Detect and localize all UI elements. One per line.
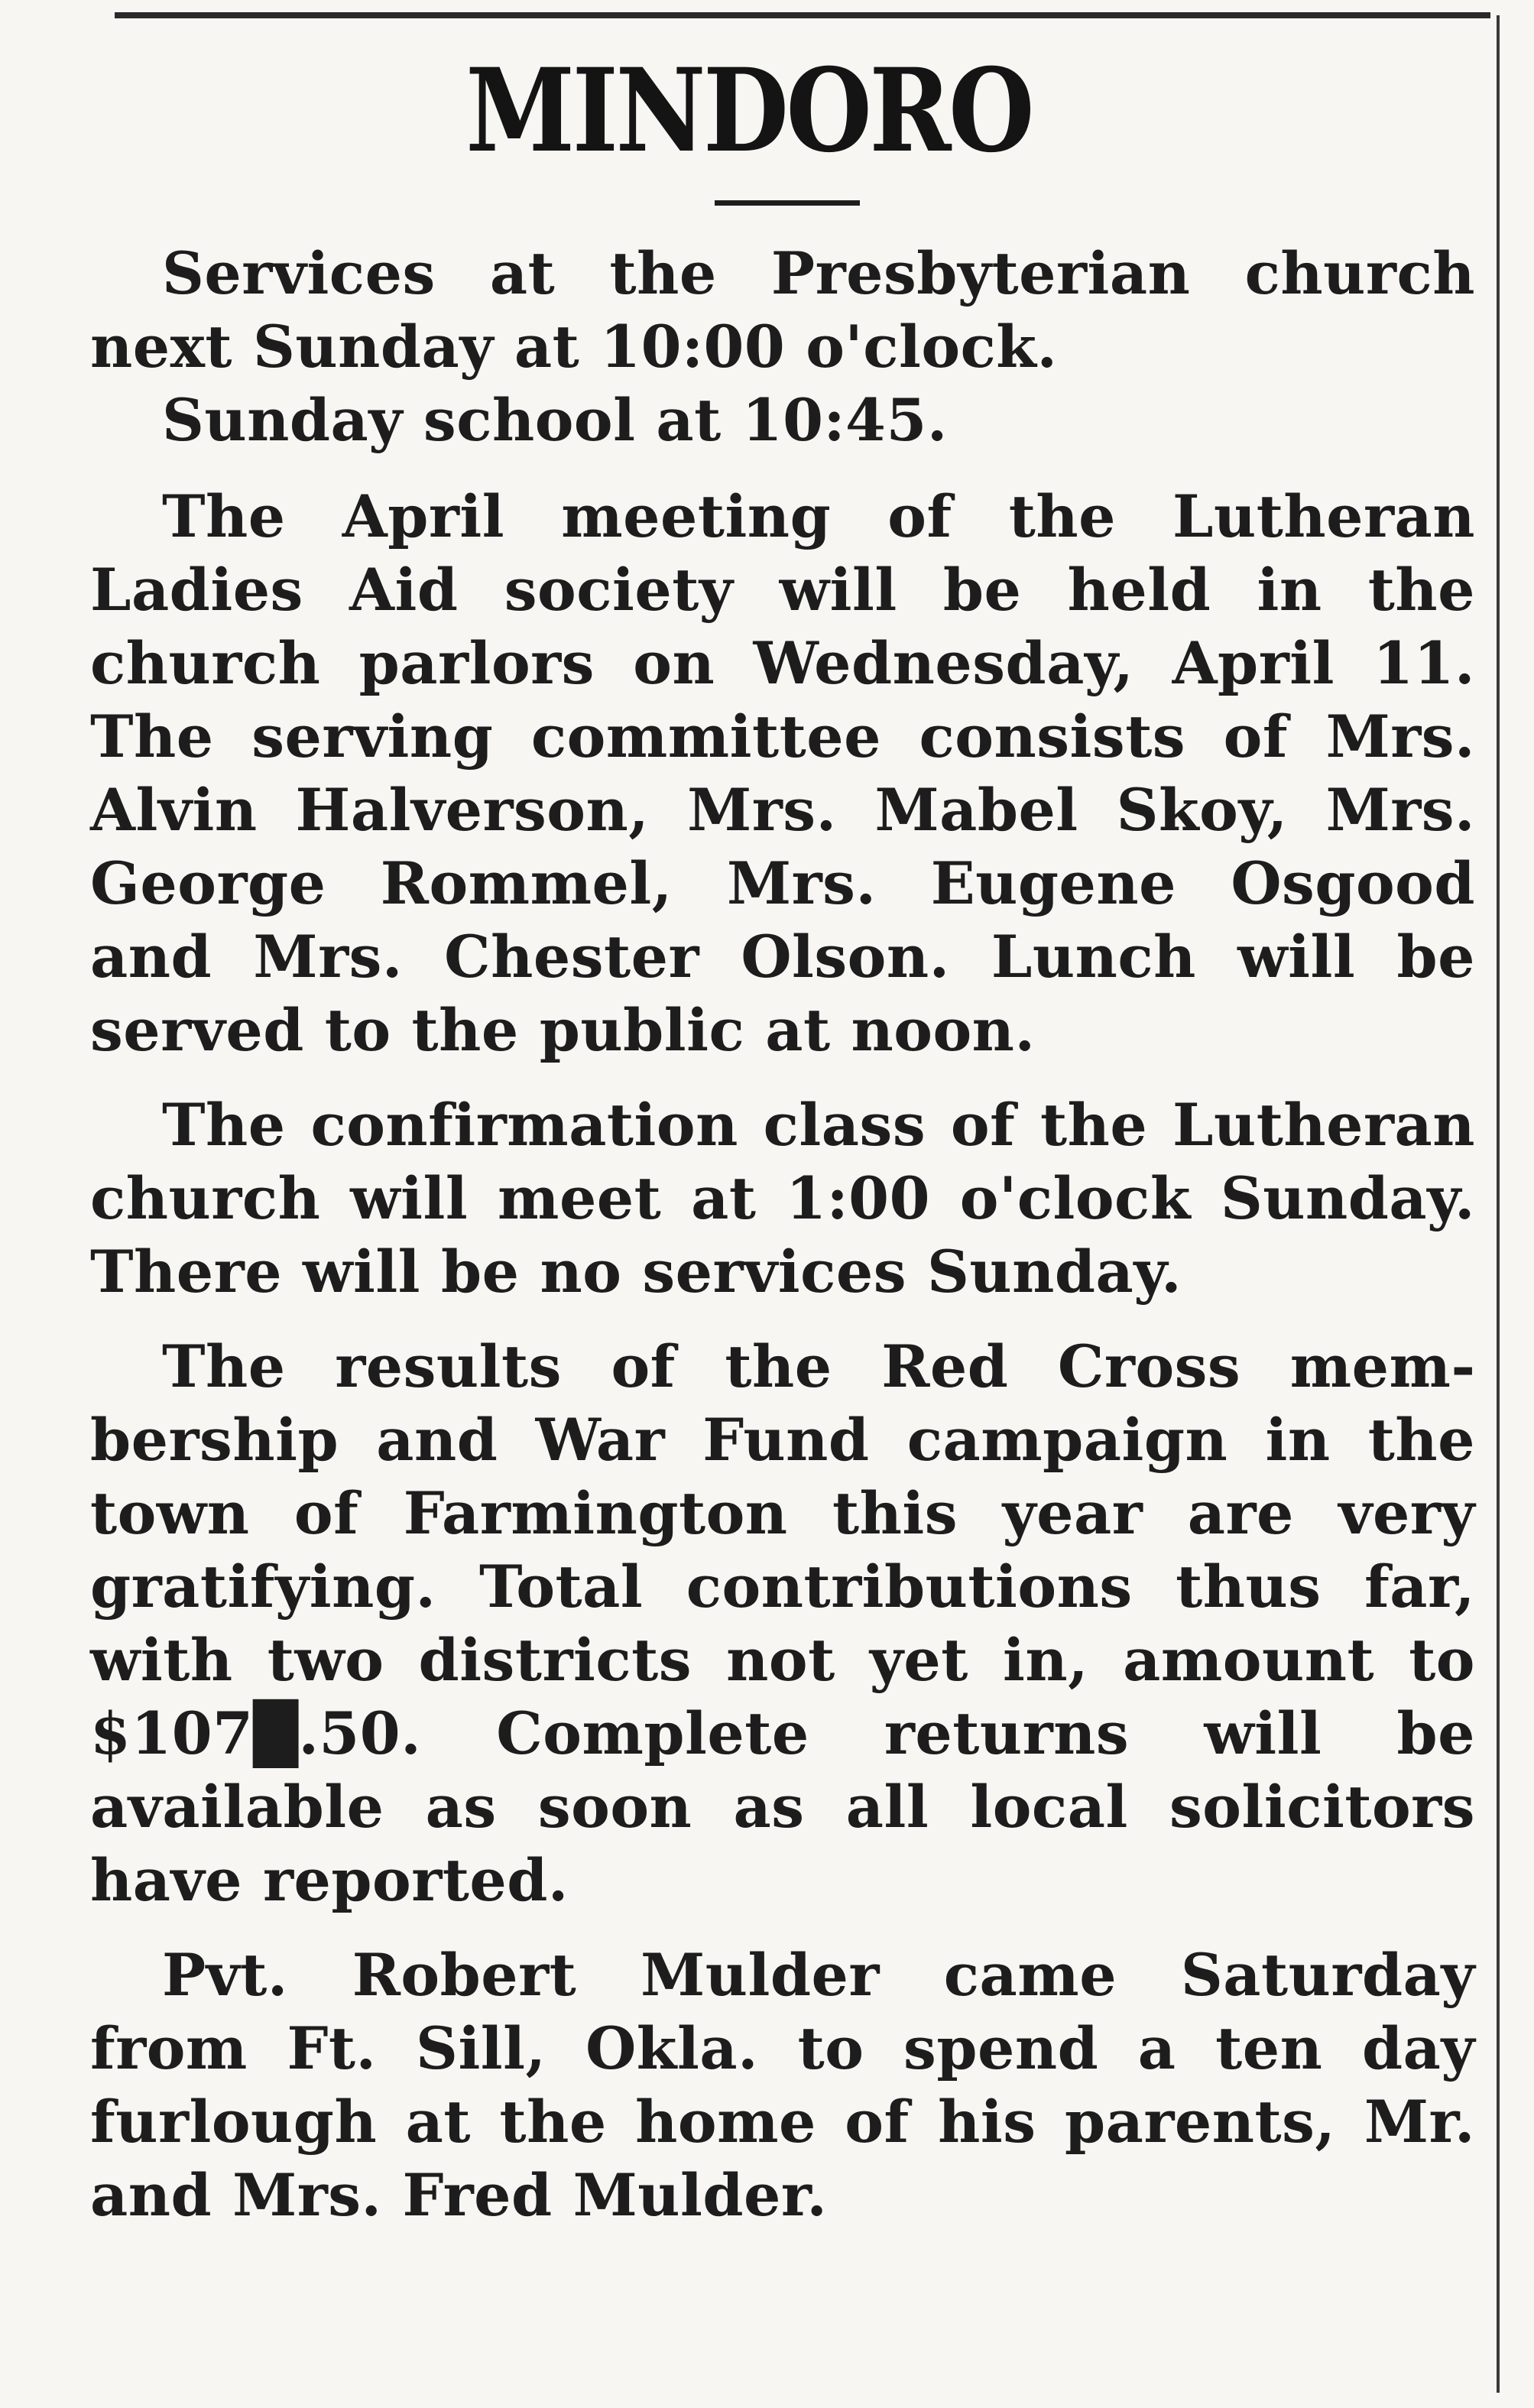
paragraph-ladies-aid: The April meeting of the Lutheran Ladies Aid society will be held in the church parlors on Wednesday, April 11. The serving committee consists of Mrs. Alvin Halverson, Mrs. Mabel Skoy, Mrs. George Rommel, Mrs. Eugene Osgood and Mrs. Chester Olson. Lunch will be served to the public at noon. [90, 482, 1475, 1064]
headline-rule [715, 200, 860, 206]
headline: MINDORO [465, 44, 1033, 178]
paragraph-sunday-school: Sunday school at 10:45. [162, 386, 948, 454]
top-rule [115, 12, 1490, 18]
paragraph-services: Services at the Presbyterian church next Sunday at 10:00 o'clock. [90, 239, 1475, 381]
headline-block [0, 44, 1452, 178]
paragraph-red-cross: The results of the Red Cross membership and War Fund campaign in the town of Farmington this year are very gratifying. Total contributions thus far, with two districts not yet in, amount to $107█.50. Complete returns will be available as soon as all local solicitors have reported. [90, 1332, 1475, 1914]
column-rule [1497, 15, 1500, 2393]
paragraph-furlough: Pvt. Robert Mulder came Saturday from Ft. Sill, Okla. to spend a ten day furlough at the home of his parents, Mr. and Mrs. Fred Mulder. [90, 1941, 1475, 2229]
paragraph-confirmation: The confirmation class of the Lutheran church will meet at 1:00 o'clock Sunday. There will be no services Sunday. [90, 1091, 1475, 1306]
article-body [90, 237, 1475, 2254]
